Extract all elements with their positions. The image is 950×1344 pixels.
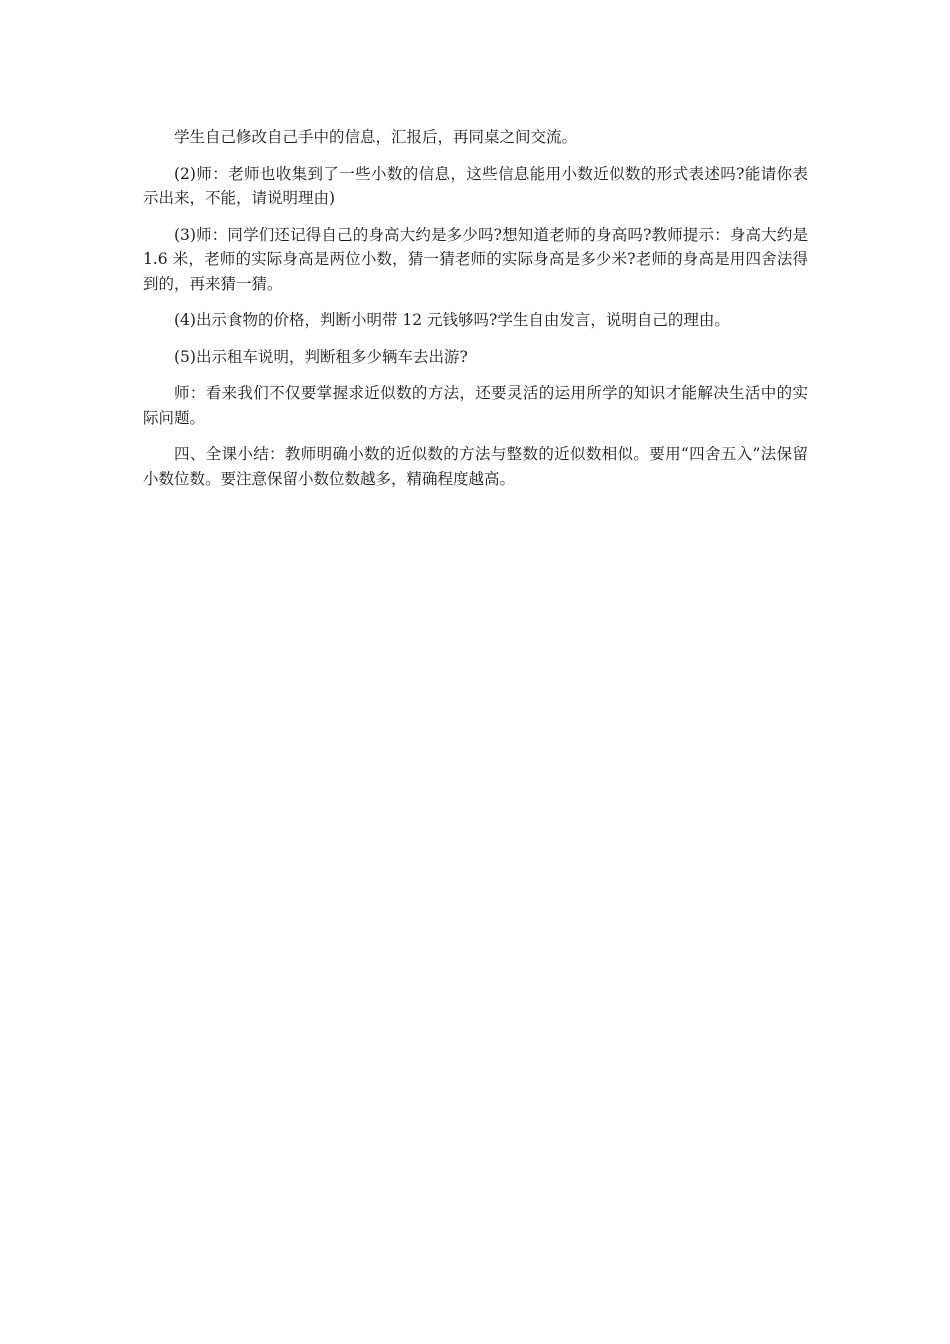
- paragraph-student-exchange: 学生自己修改自己手中的信息，汇报后，再同桌之间交流。: [174, 128, 578, 146]
- paragraph-car-rental: (5)出示租车说明，判断租多少辆车去出游?: [174, 347, 468, 366]
- paragraph-teacher-remark: 师：看来我们不仅要掌握求近似数的方法，还要灵活的运用所学的知识才能解决生活中的实际问题。: [143, 384, 808, 427]
- document-body: [143, 125, 808, 503]
- paragraph-lesson-summary: 四、全课小结：教师明确小数的近似数的方法与整数的近似数相似。要用“四舍五入”法保留小数位数。要注意保留小数位数越多，精确程度越高。: [143, 445, 808, 488]
- paragraph-teacher-info: (2)师：老师也收集到了一些小数的信息，这些信息能用小数近似数的形式表述吗?能请你表示出来，不能，请说明理由): [143, 164, 808, 207]
- paragraph-food-price: (4)出示食物的价格，判断小明带 12 元钱够吗?学生自由发言，说明自己的理由。: [174, 311, 730, 329]
- paragraph-height-guess: (3)师：同学们还记得自己的身高大约是多少吗?想知道老师的身高吗?教师提示：身高大约是 1.6 米，老师的实际身高是两位小数，猜一猜老师的实际身高是多少米?老师的身高是用四舍法得到的，再来猜一猜。: [143, 225, 808, 293]
